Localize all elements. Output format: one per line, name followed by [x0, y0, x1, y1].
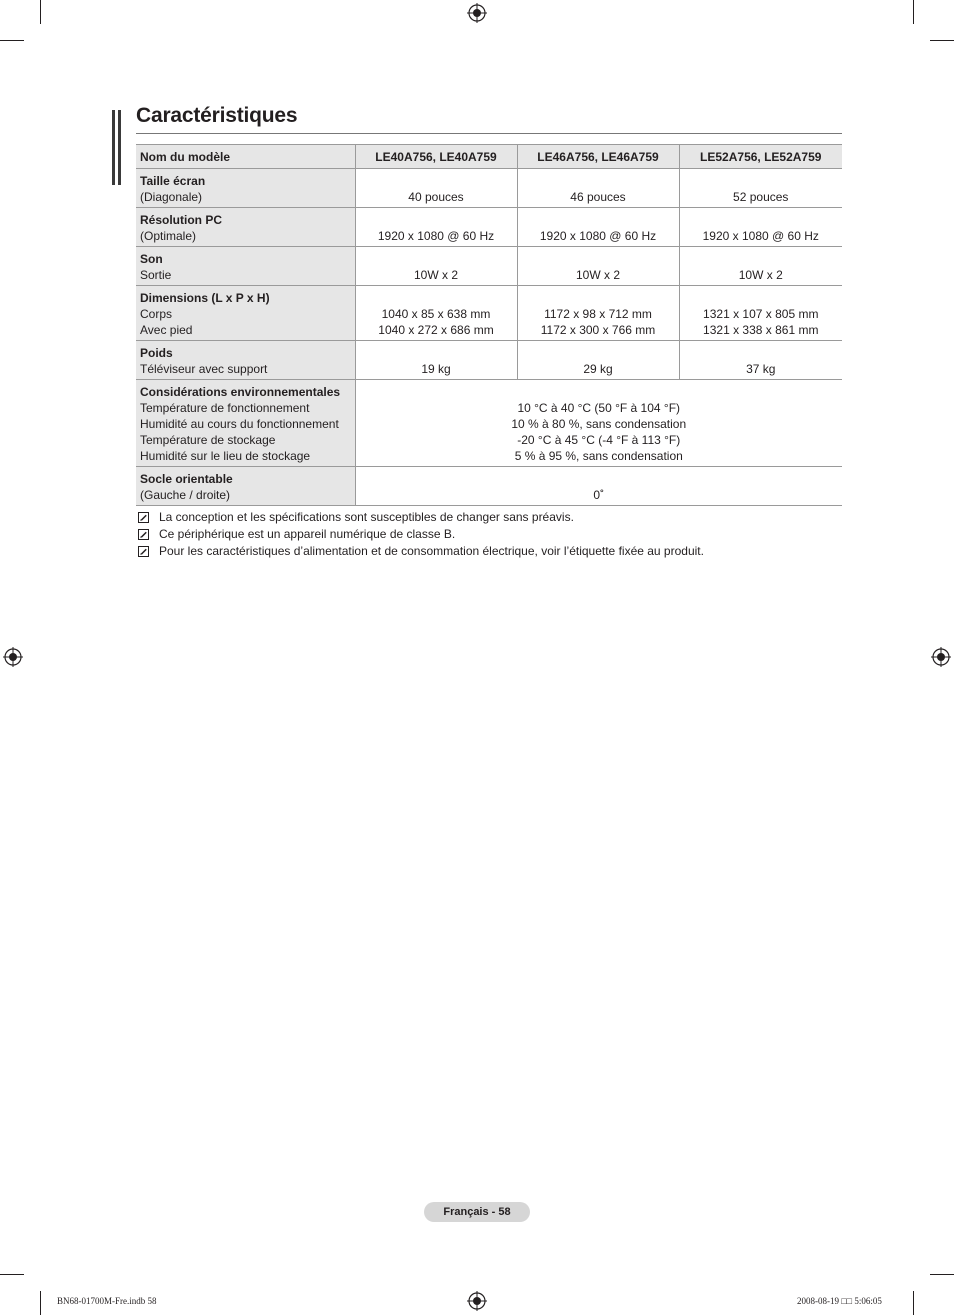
row-label — [136, 341, 355, 380]
cell-value — [355, 286, 517, 341]
row-label — [136, 208, 355, 247]
cell-value — [517, 286, 679, 341]
list-item — [138, 526, 704, 543]
table-header-row — [136, 145, 842, 169]
row-subtitle: Température de fonctionnement — [140, 401, 310, 415]
row-label — [136, 247, 355, 286]
cell-value: 10W x 2 — [517, 247, 679, 286]
row-subtitle: (Diagonale) — [140, 190, 203, 204]
crop-mark — [913, 0, 914, 24]
header-model-46: LE46A756, LE46A759 — [517, 145, 679, 169]
row-label — [136, 286, 355, 341]
header-model-52: LE52A756, LE52A759 — [679, 145, 842, 169]
row-label — [136, 169, 355, 208]
row-subtitle: Humidité sur le lieu de stockage — [140, 449, 311, 463]
row-subtitle: Température de stockage — [140, 433, 276, 447]
cell-value: 1920 x 1080 @ 60 Hz — [517, 208, 679, 247]
cell-value: 10W x 2 — [355, 247, 517, 286]
cell-value — [679, 286, 842, 341]
list-item — [138, 543, 704, 560]
cell-value: 40 pouces — [355, 169, 517, 208]
cell-value: 46 pouces — [517, 169, 679, 208]
crop-mark — [0, 1274, 24, 1275]
list-item — [138, 509, 704, 526]
table-row-screen-size — [136, 169, 842, 208]
row-title: Taille écran — [140, 174, 206, 188]
note-pencil-icon — [138, 512, 149, 523]
page-number-badge: Français - 58 — [424, 1202, 530, 1222]
registration-mark-icon — [931, 647, 951, 667]
note-text: Pour les caractéristiques d’alimentation et de consommation électrique, voir l’étiquette fixée au produit. — [159, 544, 704, 558]
cell-line: 1040 x 272 x 686 mm — [378, 323, 494, 337]
row-subtitle: Sortie — [140, 268, 172, 282]
cell-line: 1321 x 107 x 805 mm — [703, 307, 819, 321]
cell-value: 37 kg — [679, 341, 842, 380]
cell-line: 1172 x 98 x 712 mm — [544, 307, 652, 321]
registration-mark-icon — [467, 3, 487, 23]
row-label — [136, 380, 355, 467]
row-title: Dimensions (L x P x H) — [140, 291, 270, 305]
row-subtitle: Avec pied — [140, 323, 193, 337]
header-model-name: Nom du modèle — [136, 145, 355, 169]
note-pencil-icon — [138, 529, 149, 540]
cell-line: 10 % à 80 %, sans condensation — [511, 417, 687, 431]
file-info: BN68-01700M-Fre.indb 58 — [57, 1296, 157, 1306]
note-text: La conception et les spécifications sont susceptibles de changer sans préavis. — [159, 510, 574, 524]
row-title: Son — [140, 252, 163, 266]
cell-line: 1321 x 338 x 861 mm — [703, 323, 819, 337]
row-subtitle: Corps — [140, 307, 173, 321]
row-subtitle: (Gauche / droite) — [140, 488, 231, 502]
cell-value: 10W x 2 — [679, 247, 842, 286]
row-title: Résolution PC — [140, 213, 223, 227]
table-row-pc-resolution — [136, 208, 842, 247]
crop-mark — [930, 1274, 954, 1275]
table-row-weight — [136, 341, 842, 380]
title-underline — [136, 133, 842, 134]
date-info: 2008-08-19 □□ 5:06:05 — [797, 1296, 882, 1306]
crop-mark — [930, 40, 954, 41]
registration-mark-icon — [3, 647, 23, 667]
note-text: Ce périphérique est un appareil numérique de classe B. — [159, 527, 456, 541]
cell-line: -20 °C à 45 °C (-4 °F à 113 °F) — [517, 433, 681, 447]
table-row-environment — [136, 380, 842, 467]
row-subtitle: Téléviseur avec support — [140, 362, 268, 376]
crop-mark — [0, 40, 24, 41]
cell-value: 29 kg — [517, 341, 679, 380]
page-title: Caractéristiques — [136, 104, 298, 127]
row-title: Considérations environnementales — [140, 385, 341, 399]
cell-value: 1920 x 1080 @ 60 Hz — [679, 208, 842, 247]
cell-line: 5 % à 95 %, sans condensation — [514, 449, 683, 463]
crop-mark — [40, 0, 41, 24]
row-subtitle: Humidité au cours du fonctionnement — [140, 417, 339, 431]
table-row-swivel-stand — [136, 467, 842, 506]
crop-mark — [40, 1291, 41, 1315]
note-pencil-icon — [138, 546, 149, 557]
cell-line: 1040 x 85 x 638 mm — [381, 307, 491, 321]
header-model-40: LE40A756, LE40A759 — [355, 145, 517, 169]
notes-list — [138, 509, 704, 560]
row-title: Socle orientable — [140, 472, 233, 486]
crop-mark — [913, 1291, 914, 1315]
row-label — [136, 467, 355, 506]
cell-value — [355, 380, 842, 467]
cell-value: 1920 x 1080 @ 60 Hz — [355, 208, 517, 247]
cell-value: 0˚ — [355, 467, 842, 506]
cell-line: 1172 x 300 x 766 mm — [540, 323, 656, 337]
table-row-dimensions — [136, 286, 842, 341]
spec-table — [136, 144, 842, 506]
row-subtitle: (Optimale) — [140, 229, 197, 243]
row-title: Poids — [140, 346, 173, 360]
cell-value: 52 pouces — [679, 169, 842, 208]
cell-line: 10 °C à 40 °C (50 °F à 104 °F) — [517, 401, 681, 415]
cell-value: 19 kg — [355, 341, 517, 380]
registration-mark-icon — [467, 1291, 487, 1311]
table-row-sound — [136, 247, 842, 286]
